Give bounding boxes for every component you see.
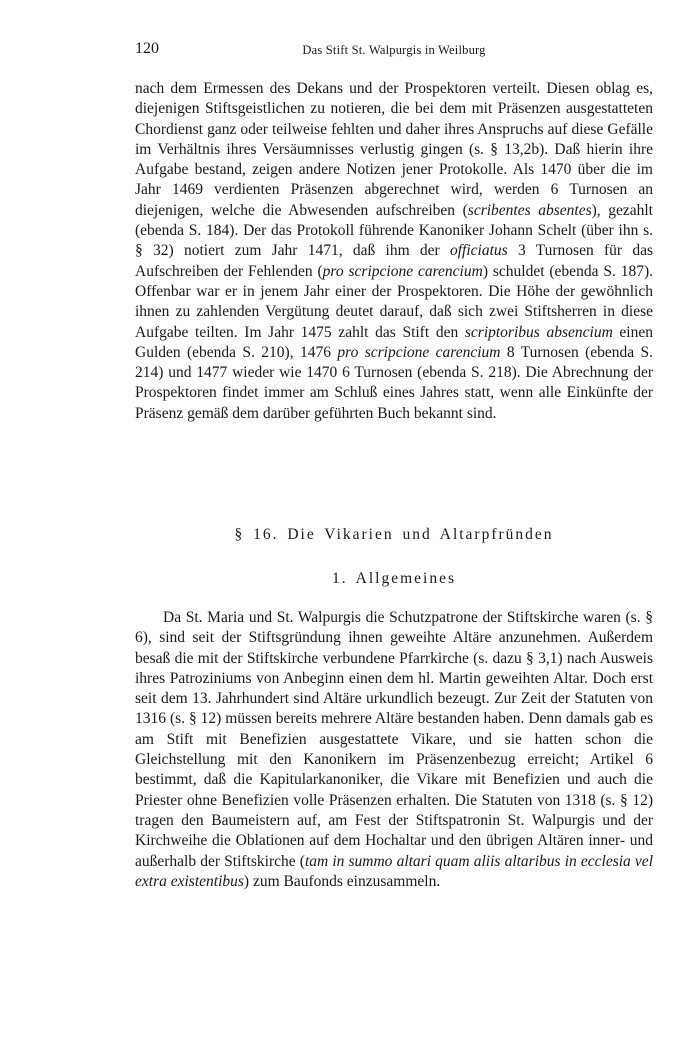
paragraph (135, 608, 653, 892)
running-head-title: Das Stift St. Walpurgis in Weilburg (302, 43, 486, 57)
text-run: ), gezahlt (ebenda S. 184). Der das Protokoll führende Kanoniker Johann Schelt (über ihn s. § 32) notiert zum Jahr 1471, daß ihm der (135, 201, 653, 260)
latin-quote: pro scripcione carencium (322, 262, 483, 280)
text-run: Da St. Maria und St. Walpurgis die Schutzpatrone der Stiftskirche waren (s. § 6), sind seit der Stiftsgründung ihnen geweihte Altäre anzunehmen. Außerdem besaß die mit der Stiftskirche verbundene Pfarrkirche (s. dazu § 3,1) nach Ausweis ihres Patroziniums von Anbeginn einen dem hl. Martin geweihten Altar. Doch erst seit dem 13. Jahrhundert sind Altäre urkundlich bezeugt. Zur Zeit der Statuten von 1316 (s. § 12) müssen bereits mehrere Altäre bestanden haben. Denn damals gab es am Stift mit Benefizien ausgestattete Vikare, und sie hatten schon die Gleichstellung mit den Kanonikern im Präsenzenbezug erreicht; Artikel 6 bestimmt, daß die Kapitularkanoniker, die Vikare mit Benefizien und auch die Priester ohne Benefizien volle Präsenzen erhalten. Die Statuten von 1318 (s. § 12) tragen den Baumeistern auf, am Fest der Stiftspatronin St. Walpurgis und der Kirchweihe die Oblationen auf dem Hochaltar und den übrigen Altären inner- und außerhalb der Stiftskirche ( (135, 609, 653, 870)
text-run: 8 Turnosen (ebenda S. 214) und 1477 wieder wie 1470 6 Turnosen (ebenda S. 218). Die Abrechnung der Prospektoren findet immer am Schluß eines Jahres statt, wenn alle Einkünfte der Präsenz gemäß dem darüber geführten Buch bekannt sind. (135, 343, 654, 422)
page-number: 120 (135, 40, 159, 57)
latin-quote: tam in summo altari quam aliis altaribus in ecclesia vel extra existentibus (135, 852, 653, 890)
body-paragraph-continued (135, 79, 653, 424)
latin-quote: scribentes absentes (467, 201, 592, 219)
text-run: ) schuldet (ebenda S. 187). Offenbar war er in jenem Jahr einer der Prospektoren. Die Höhe der gewöhnlich ihnen zu zahlenden Vergütung deutet darauf, daß sich zwei Stiftsherren in diese Aufgabe teilten. Im Jahr 1475 zahlt das Stift den (135, 262, 653, 341)
running-head (135, 38, 653, 62)
subsection-heading: 1. Allgemeines (332, 570, 456, 587)
latin-quote: pro scripcione carencium (337, 343, 501, 361)
section-heading: § 16. Die Vikarien und Altarpfründen (234, 526, 554, 543)
paragraph (135, 79, 653, 424)
latin-quote: officiatus (450, 242, 508, 260)
text-run: 3 Turnosen für das Aufschreiben der Fehlenden ( (135, 242, 653, 280)
body-paragraph (135, 608, 653, 892)
latin-quote: scriptoribus absencium (464, 323, 613, 341)
text-run: nach dem Ermessen des Dekans und der Prospektoren verteilt. Diesen oblag es, diejenigen Stiftsgeistlichen zu notieren, die bei dem mit Präsenzen ausgestatteten Chordienst ganz oder teilweise fehlten und daher ihres Anspruchs auf diese Gefälle im Verhältnis ihres Versäumnisses verlustig gingen (s. § 13,2b). Daß hierin ihre Aufgabe bestand, zeigen andere Notizen jener Protokolle. Als 1470 über die im Jahr 1469 verdienten Präsenzen abgerechnet wird, werden 6 Turnosen an diejenigen, welche die Abwesenden aufschreiben ( (135, 80, 653, 219)
text-run: einen Gulden (ebenda S. 210), 1476 (135, 323, 653, 361)
text-run: ) zum Baufonds einzusammeln. (243, 872, 441, 890)
